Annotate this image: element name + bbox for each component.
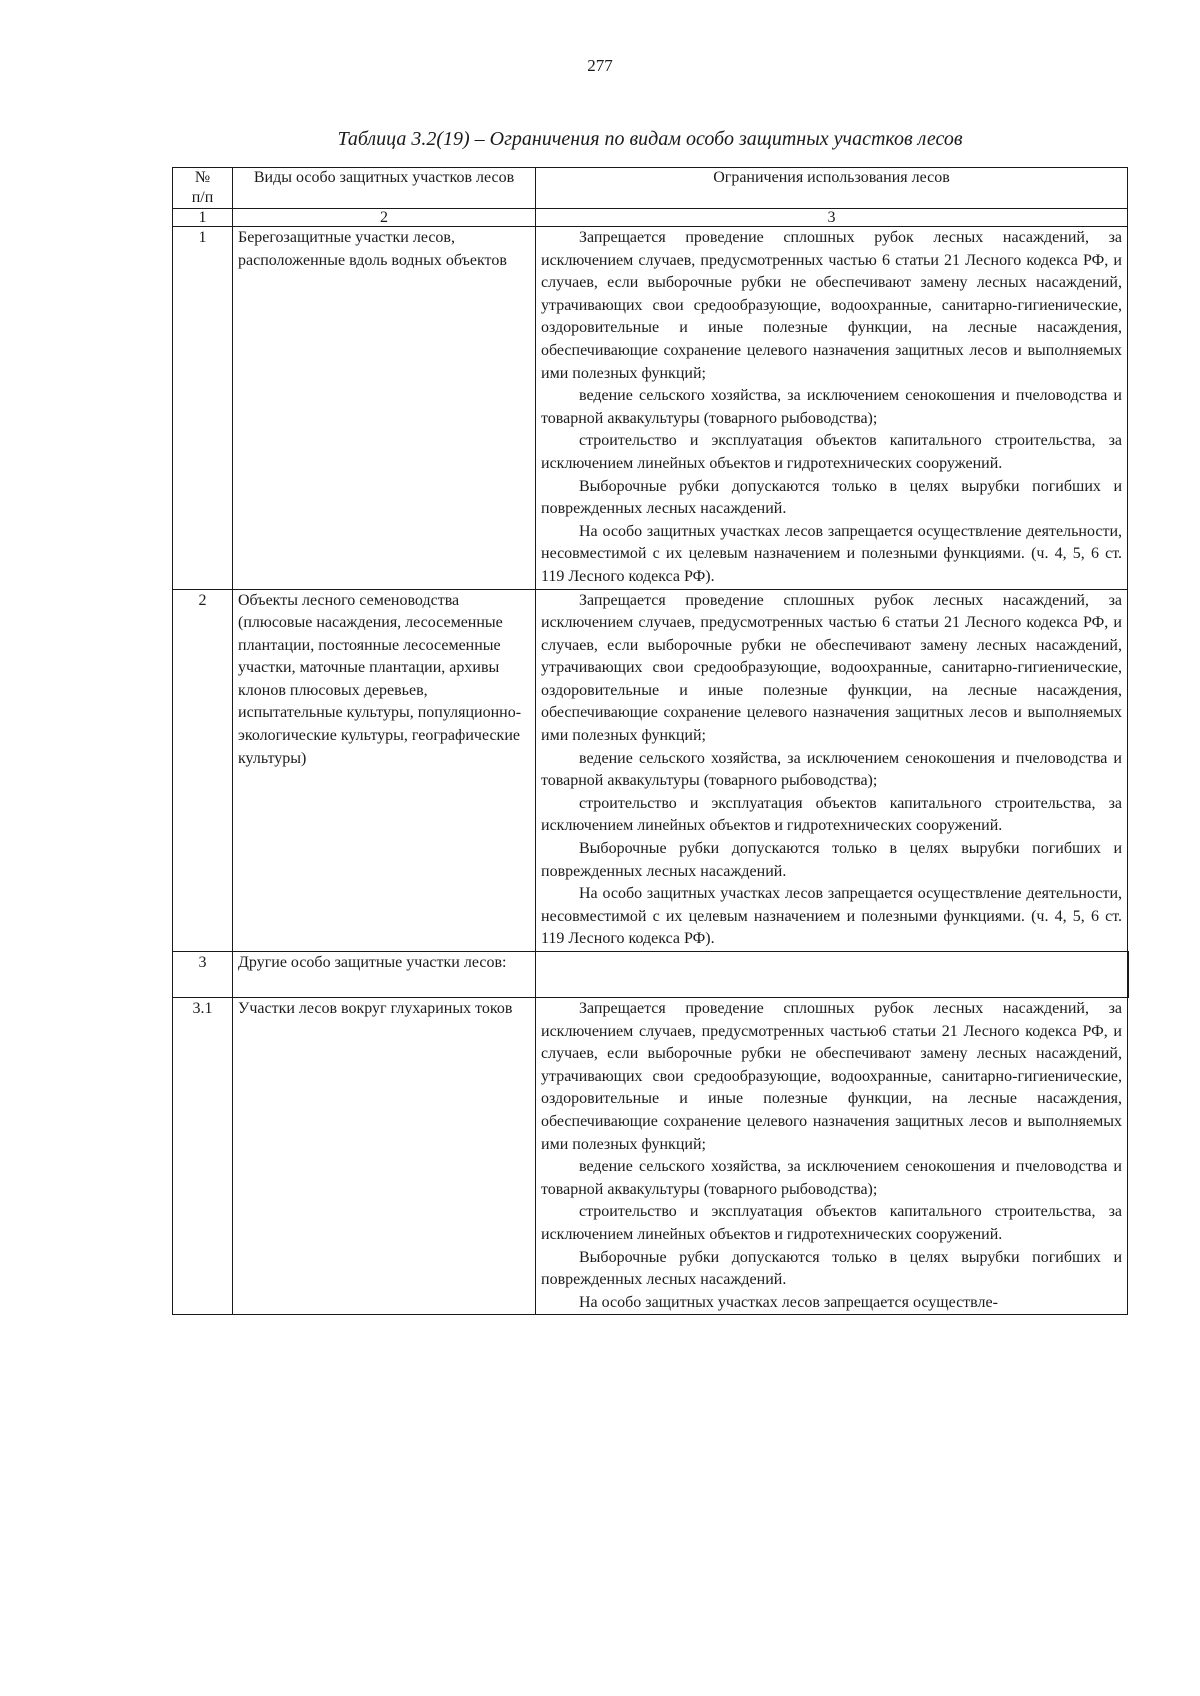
- table-row: [173, 952, 1128, 998]
- page-number: 277: [587, 56, 613, 75]
- restriction-paragraph: На особо защитных участках лесов запрещается осуществление деятельности, несовместимой с их целевым назначением и полезными функциями. (ч. 4, 5, 6 ст. 119 Лесного кодекса РФ).: [541, 522, 1122, 585]
- restrictions-cell: [536, 952, 1128, 998]
- restriction-paragraph: строительство и эксплуатация объектов капитального строительства, за исключением линейных объектов и гидротехнических сооружений.: [541, 794, 1122, 835]
- row-number: 1: [173, 227, 233, 590]
- forest-area-type: Объекты лесного семеноводства (плюсовые насаждения, лесосеменные плантации, постоянные лесосеменные участки, маточные плантации, архивы клонов плюсовых деревьев, испытательные культуры, популяционно-экологические культуры, географические культуры): [233, 589, 536, 952]
- restrictions-table: [172, 167, 1129, 1315]
- column-index: 2: [233, 209, 536, 227]
- restriction-paragraph: На особо защитных участках лесов запрещается осуществле-: [579, 1293, 998, 1311]
- header-number: № п/п: [173, 168, 233, 209]
- restrictions-cell: [536, 227, 1128, 590]
- table-row: [173, 227, 1128, 590]
- restriction-paragraph: строительство и эксплуатация объектов капитального строительства, за исключением линейных объектов и гидротехнических сооружений.: [541, 1203, 1122, 1243]
- header-forest-type: Виды особо защитных участков лесов: [233, 168, 536, 209]
- table-header-row: [173, 168, 1128, 209]
- table-row: [173, 998, 1128, 1315]
- restriction-paragraph: Выборочные рубки допускаются только в целях вырубки погибших и поврежденных лесных насаждений.: [541, 840, 1122, 880]
- restriction-paragraph: Выборочные рубки допускаются только в целях вырубки погибших и поврежденных лесных насаждений.: [541, 477, 1122, 518]
- restriction-paragraph: строительство и эксплуатация объектов капитального строительства, за исключением линейных объектов и гидротехнических сооружений.: [541, 432, 1122, 472]
- column-index: 1: [173, 209, 233, 227]
- row-number: 3.1: [173, 998, 233, 1315]
- table-row: [173, 589, 1128, 952]
- table-caption: Таблица 3.2(19) – Ограничения по видам особо защитных участков лесов: [337, 128, 963, 150]
- restriction-paragraph: На особо защитных участках лесов запрещается осуществление деятельности, несовместимой с их целевым назначением и полезными функциями. (ч. 4, 5, 6 ст. 119 Лесного кодекса РФ).: [541, 885, 1122, 948]
- restriction-paragraph: Запрещается проведение сплошных рубок лесных насаждений, за исключением случаев, предусмотренных частью6 статьи 21 Лесного кодекса РФ, и случаев, если выборочные рубки не обеспечивают замену лесных насаждений, утрачивающих свои средообразующие, водоохранные, санитарно-гигиенические, оздоровительные и иные полезные функции, на лесные насаждения, обеспечивающие сохранение целевого назначения защитных лесов и выполняемых ими полезных функций;: [541, 1000, 1122, 1153]
- restrictions-cell: [536, 998, 1128, 1315]
- restriction-paragraph: Выборочные рубки допускаются только в целях вырубки погибших и поврежденных лесных насаждений.: [541, 1248, 1122, 1289]
- restriction-paragraph: ведение сельского хозяйства, за исключением сенокошения и пчеловодства и товарной аквакультуры (товарного рыбоводства);: [541, 1158, 1122, 1198]
- column-index: 3: [536, 209, 1128, 227]
- forest-area-type: Берегозащитные участки лесов, расположенные вдоль водных объектов: [233, 227, 536, 590]
- restriction-paragraph: ведение сельского хозяйства, за исключением сенокошения и пчеловодства и товарной аквакультуры (товарного рыбоводства);: [541, 387, 1122, 427]
- restriction-paragraph: ведение сельского хозяйства, за исключением сенокошения и пчеловодства и товарной аквакультуры (товарного рыбоводства);: [541, 749, 1122, 790]
- row-number: 2: [173, 589, 233, 952]
- row-number: 3: [173, 952, 233, 998]
- restriction-paragraph: Запрещается проведение сплошных рубок лесных насаждений, за исключением случаев, предусмотренных частью 6 статьи 21 Лесного кодекса РФ, и случаев, если выборочные рубки не обеспечивают замену лесных насаждений, утрачивающих свои средообразующие, водоохранные, санитарно-гигиенические, оздоровительные и иные полезные функции, на лесные насаждения, обеспечивающие сохранение целевого назначения защитных лесов и выполняемых ими полезных функций;: [541, 591, 1122, 745]
- forest-area-type: Другие особо защитные участки лесов:: [233, 952, 536, 998]
- table-body: [173, 227, 1128, 1315]
- header-restrictions: Ограничения использования лесов: [536, 168, 1128, 209]
- restrictions-cell: [536, 589, 1128, 952]
- column-index-row: [173, 209, 1128, 227]
- restriction-paragraph: Запрещается проведение сплошных рубок лесных насаждений, за исключением случаев, предусмотренных частью 6 статьи 21 Лесного кодекса РФ, и случаев, если выборочные рубки не обеспечивают замену лесных насаждений, утрачивающих свои средообразующие, водоохранные, санитарно-гигиенические, оздоровительные и иные полезные функции, на лесные насаждения, обеспечивающие сохранение целевого назначения защитных лесов и выполняемых ими полезных функций;: [541, 229, 1122, 382]
- forest-area-type: Участки лесов вокруг глухариных токов: [233, 998, 536, 1315]
